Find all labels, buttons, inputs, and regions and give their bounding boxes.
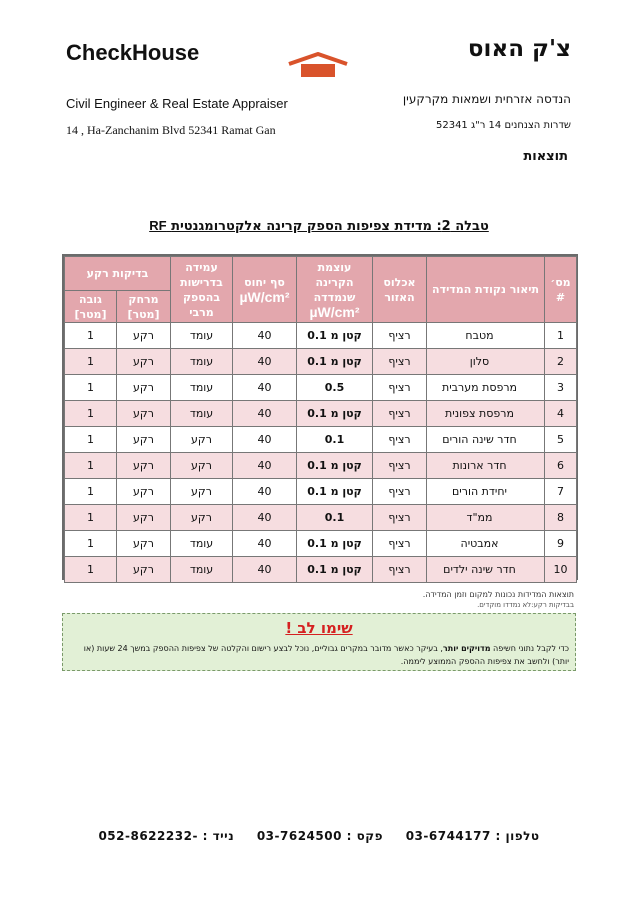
table-title xyxy=(0,218,638,234)
cell-occupancy: רציף xyxy=(373,427,427,453)
cell-distance: רקע xyxy=(117,427,171,453)
cell-num: 4 xyxy=(545,401,577,427)
cell-distance: רקע xyxy=(117,479,171,505)
cell-height: 1 xyxy=(65,375,117,401)
house-logo-icon xyxy=(287,52,349,78)
cell-level: 0.1 xyxy=(297,427,373,453)
note-background: בבדיקות רקע:לא נמדדו מוקדים. xyxy=(477,601,574,609)
header-threshold xyxy=(233,257,297,323)
cell-occupancy: רציף xyxy=(373,401,427,427)
cell-level: קטן מ 0.1 xyxy=(297,453,373,479)
footer-fax: פקס : 03-7624500 xyxy=(256,829,384,843)
cell-threshold: 40 xyxy=(233,531,297,557)
cell-height: 1 xyxy=(65,401,117,427)
note-validity: תוצאות המדידות נכונות למקום וזמן המדידה. xyxy=(422,590,574,599)
header-background: בדיקות רקע xyxy=(65,257,171,291)
cell-occupancy: רציף xyxy=(373,505,427,531)
cell-compliance: עומד xyxy=(171,401,233,427)
cell-level: קטן מ 0.1 xyxy=(297,479,373,505)
cell-compliance: עומד xyxy=(171,323,233,349)
cell-desc: יחידת הורים xyxy=(427,479,545,505)
header-threshold-unit: µW/cm² xyxy=(239,288,290,305)
table-row xyxy=(65,323,577,349)
table-row xyxy=(65,505,577,531)
cell-compliance: עומד xyxy=(171,349,233,375)
cell-occupancy: רציף xyxy=(373,453,427,479)
warning-text-a: כדי לקבל נתוני חשיפה xyxy=(490,644,569,653)
cell-compliance: רקע xyxy=(171,505,233,531)
cell-threshold: 40 xyxy=(233,375,297,401)
cell-num: 8 xyxy=(545,505,577,531)
cell-occupancy: רציף xyxy=(373,557,427,583)
cell-compliance: רקע xyxy=(171,453,233,479)
cell-height: 1 xyxy=(65,479,117,505)
footer-phone: טלפון : 03-6744177 xyxy=(405,829,540,843)
subtitle-he: הנדסה אזרחית ושמאות מקרקעין xyxy=(402,92,571,106)
cell-desc: מרפסת מערבית xyxy=(427,375,545,401)
cell-desc: אמבטיה xyxy=(427,531,545,557)
cell-level: קטן מ 0.1 xyxy=(297,557,373,583)
cell-threshold: 40 xyxy=(233,557,297,583)
table-row xyxy=(65,531,577,557)
cell-threshold: 40 xyxy=(233,349,297,375)
cell-height: 1 xyxy=(65,531,117,557)
subtitle-en: Civil Engineer & Real Estate Appraiser xyxy=(66,96,288,111)
cell-level: 0.1 xyxy=(297,505,373,531)
cell-desc: חדר ארונות xyxy=(427,453,545,479)
cell-occupancy: רציף xyxy=(373,375,427,401)
table-row xyxy=(65,401,577,427)
warning-text xyxy=(69,642,569,668)
table-row xyxy=(65,557,577,583)
cell-occupancy: רציף xyxy=(373,349,427,375)
cell-distance: רקע xyxy=(117,375,171,401)
header-compliance: עמידה בדרישות בהספק מרבי xyxy=(171,257,233,323)
table-row xyxy=(65,427,577,453)
cell-distance: רקע xyxy=(117,531,171,557)
cell-threshold: 40 xyxy=(233,479,297,505)
cell-level: קטן מ 0.1 xyxy=(297,323,373,349)
cell-distance: רקע xyxy=(117,323,171,349)
cell-desc: סלון xyxy=(427,349,545,375)
cell-num: 6 xyxy=(545,453,577,479)
cell-num: 5 xyxy=(545,427,577,453)
address-he: שדרות הצנחנים 14 ר"ג 52341 xyxy=(435,120,571,131)
header-distance: מרחק [מטר] xyxy=(117,291,171,323)
cell-num: 2 xyxy=(545,349,577,375)
results-table-frame xyxy=(62,254,578,580)
cell-height: 1 xyxy=(65,505,117,531)
cell-level: קטן מ 0.1 xyxy=(297,349,373,375)
cell-height: 1 xyxy=(65,557,117,583)
header-num xyxy=(545,257,577,323)
cell-distance: רקע xyxy=(117,349,171,375)
cell-level: קטן מ 0.1 xyxy=(297,401,373,427)
cell-desc: ממ"ד xyxy=(427,505,545,531)
brand-name-en: CheckHouse xyxy=(66,40,200,65)
cell-threshold: 40 xyxy=(233,323,297,349)
header-num-hash: # xyxy=(555,290,566,304)
cell-num: 10 xyxy=(545,557,577,583)
header-threshold-label: סף יחוס xyxy=(244,275,285,289)
cell-occupancy: רציף xyxy=(373,323,427,349)
cell-distance: רקע xyxy=(117,401,171,427)
cell-level: 0.5 xyxy=(297,375,373,401)
header-height: גובה [מטר] xyxy=(65,291,117,323)
header-desc: תיאור נקודת המדידה xyxy=(427,257,545,323)
footer-contacts xyxy=(0,829,638,843)
warning-box xyxy=(62,613,576,671)
cell-distance: רקע xyxy=(117,453,171,479)
warning-text-b: , בעיקר כאשר מדובר במקרים גבוליים, נוכל לבצע רישום והקלטה של צפיפות ההספק במשך 24 שעות (או יותר) ולחשב את צפיפות ההספק הממוצע ליממה. xyxy=(83,644,569,666)
cell-desc: מטבח xyxy=(427,323,545,349)
address-en: 14 , Ha-Zanchanim Blvd 52341 Ramat Gan xyxy=(66,123,276,137)
section-title: תוצאות xyxy=(523,149,568,164)
cell-threshold: 40 xyxy=(233,427,297,453)
cell-height: 1 xyxy=(65,323,117,349)
cell-num: 9 xyxy=(545,531,577,557)
table-title-rf: RF xyxy=(149,218,167,233)
warning-title: שימו לב ! xyxy=(285,619,353,637)
cell-desc: מרפסת צפונית xyxy=(427,401,545,427)
cell-compliance: עומד xyxy=(171,375,233,401)
cell-level: קטן מ 0.1 xyxy=(297,531,373,557)
table-title-text: טבלה 2: מדידת צפיפות הספק קרינה אלקטרומגנטית xyxy=(171,219,489,234)
brand-name-he: צ'ק האוס xyxy=(467,36,571,62)
header-intensity-label: עוצמת הקרינה שנמדדה xyxy=(313,260,356,304)
header-intensity xyxy=(297,257,373,323)
cell-threshold: 40 xyxy=(233,401,297,427)
cell-compliance: רקע xyxy=(171,479,233,505)
footer-mobile: נייד : -052-8622232 xyxy=(98,829,235,843)
cell-distance: רקע xyxy=(117,557,171,583)
cell-height: 1 xyxy=(65,427,117,453)
table-row xyxy=(65,453,577,479)
cell-num: 7 xyxy=(545,479,577,505)
table-row xyxy=(65,479,577,505)
cell-occupancy: רציף xyxy=(373,531,427,557)
header-intensity-unit: µW/cm² xyxy=(309,303,360,320)
cell-num: 3 xyxy=(545,375,577,401)
cell-height: 1 xyxy=(65,349,117,375)
results-table xyxy=(64,256,577,583)
cell-num: 1 xyxy=(545,323,577,349)
cell-desc: חדר שינה הורים xyxy=(427,427,545,453)
cell-distance: רקע xyxy=(117,505,171,531)
cell-occupancy: רציף xyxy=(373,479,427,505)
table-row xyxy=(65,349,577,375)
cell-desc: חדר שינה ילדים xyxy=(427,557,545,583)
header-occupancy: אכלוס האזור xyxy=(373,257,427,323)
table-row xyxy=(65,375,577,401)
cell-height: 1 xyxy=(65,453,117,479)
cell-compliance: עומד xyxy=(171,531,233,557)
header-num-he: מס׳ xyxy=(550,275,571,289)
cell-threshold: 40 xyxy=(233,453,297,479)
cell-compliance: רקע xyxy=(171,427,233,453)
cell-threshold: 40 xyxy=(233,505,297,531)
warning-text-bold: מדויקים יותר xyxy=(442,644,491,653)
cell-compliance: עומד xyxy=(171,557,233,583)
